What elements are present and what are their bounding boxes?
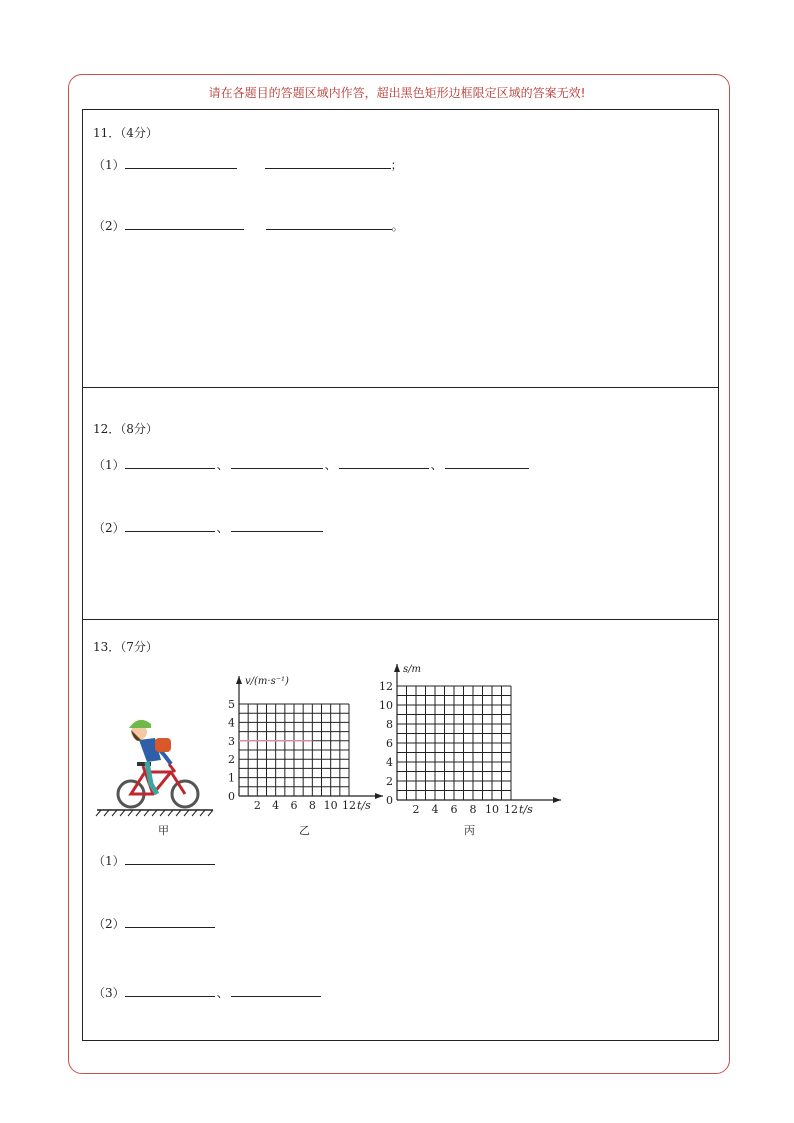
x-tick-label: 12 [504,803,518,816]
x-tick-label: 2 [412,803,420,816]
q12-part1-blank-2[interactable] [231,457,323,469]
q13-part2-label: （2） [93,917,125,931]
y-tick-label: 6 [386,737,393,750]
x-axis-arrow [553,797,561,803]
q11-part1-label: （1） [93,158,125,172]
q13-part1-blank[interactable] [125,853,215,865]
q12-part2-blank-2[interactable] [231,520,323,532]
q12-part1-label: （1） [93,458,125,472]
q12-part1-blank-4[interactable] [445,457,529,469]
y-tick-label: 0 [386,794,393,807]
y-tick-label: 2 [386,775,393,788]
separator: 、 [216,521,229,535]
y-axis-arrow [236,676,242,684]
separator: 、 [216,986,229,1000]
q13-part3 [93,984,321,1001]
q12-title: 12．（8分） [93,422,158,436]
x-tick-label: 4 [431,803,439,816]
x-tick-label: 12 [342,799,356,812]
x-axis-label: t/s [519,803,533,816]
displacement-time-graph [377,662,567,818]
q13-part2-blank[interactable] [125,916,215,928]
q12-part1-blank-3[interactable] [339,457,429,469]
q11-part2 [93,217,404,234]
y-tick-label: 4 [386,756,393,769]
x-axis-label: t/s [357,799,371,812]
q11-part1-blank-a[interactable] [125,157,237,169]
separator: 、 [324,458,337,472]
y-axis-label: v/(m·s⁻¹) [245,676,289,687]
caption-yi: 乙 [299,824,310,837]
y-tick-label: 8 [386,718,393,731]
y-tick-label: 5 [228,698,235,711]
x-tick-label: 6 [450,803,458,816]
q11-title: 11．（4分） [93,126,158,140]
q13-title: 13．（7分） [93,640,158,654]
q11-part1 [93,156,403,173]
q11-part2-end: 。 [391,219,404,233]
x-tick-label: 2 [253,799,261,812]
q12-part1-blank-1[interactable] [125,457,215,469]
q11-part2-label: （2） [93,219,125,233]
q13-part3-blank-1[interactable] [125,985,215,997]
separator: 、 [216,458,229,472]
q13-part1 [93,852,215,869]
y-tick-label: 3 [228,734,235,748]
q13-part3-label: （3） [93,986,125,1000]
y-axis-label: s/m [403,664,421,675]
cyclist-illustration [95,714,215,822]
caption-jia: 甲 [158,824,169,837]
x-tick-label: 6 [290,799,298,812]
x-tick-label: 4 [272,799,280,812]
x-tick-label: 10 [485,803,499,816]
y-axis-arrow [394,664,400,672]
separator: 、 [430,458,443,472]
q11-part1-end: ； [390,158,403,172]
y-tick-label: 12 [379,680,393,693]
answer-area-notice: 请在各题目的答题区域内作答，超出黑色矩形边框限定区域的答案无效! [208,86,586,100]
q11-answer-box [82,109,719,388]
y-tick-label: 1 [228,771,235,785]
q13-part1-label: （1） [93,854,125,868]
q12-part2 [93,519,323,536]
q11-part2-blank-b[interactable] [266,218,392,230]
q12-part2-label: （2） [93,521,125,535]
x-tick-label: 8 [308,799,316,812]
q13-part3-blank-2[interactable] [231,985,321,997]
x-tick-label: 8 [469,803,477,816]
q13-answer-box [82,619,719,1041]
caption-bing: 丙 [464,824,475,837]
q12-part1 [93,456,529,473]
q11-part1-blank-b[interactable] [265,157,391,169]
x-tick-label: 10 [323,799,338,812]
velocity-time-graph [219,672,391,818]
q12-answer-box [82,387,719,620]
q11-part2-blank-a[interactable] [125,218,244,230]
y-tick-label: 0 [228,790,235,803]
y-tick-label: 10 [379,699,393,712]
q12-part2-blank-1[interactable] [125,520,215,532]
q13-part2 [93,915,215,932]
y-tick-label: 4 [228,716,235,730]
y-tick-label: 2 [228,753,235,767]
